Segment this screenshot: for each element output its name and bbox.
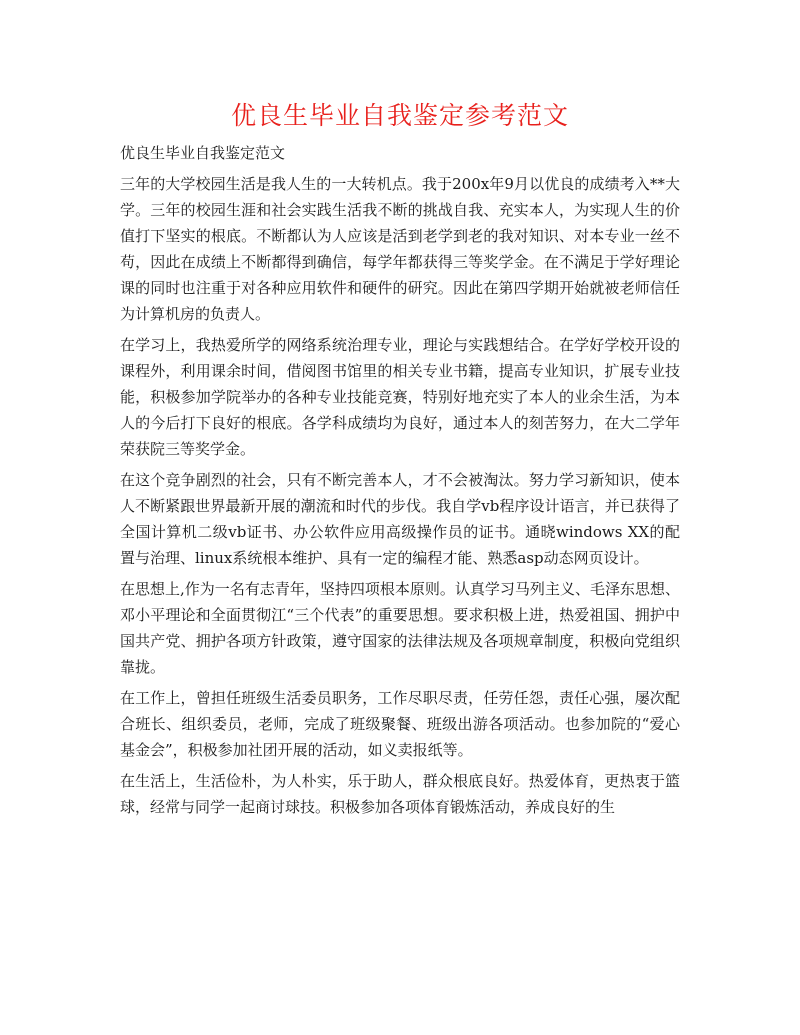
- document-title: 优良生毕业自我鉴定参考范文: [230, 101, 569, 130]
- document-body: [120, 140, 680, 825]
- paragraph-life: 在生活上，生活俭朴，为人朴实，乐于助人，群众根底良好。热爱体育，更热衷于篮球，经常与同学一起商讨球技。积极参加各项体育锻炼活动，养成良好的生: [120, 772, 680, 816]
- document-subtitle: 优良生毕业自我鉴定范文: [120, 144, 286, 162]
- paragraph-intro: 三年的大学校园生活是我人生的一大转机点。我于200x年9月以优良的成绩考入**大学。三年的校园生涯和社会实践生活我不断的挑战自我、充实本人，为实现人生的价值打下坚实的根底。不断都认为人应该是活到老学到老的我对知识、对本专业一丝不苟，因此在成绩上不断都得到确信，每学年都获得三等奖学金。在不满足于学好理论课的同时也注重于对各种应用软件和硬件的研究。因此在第四学期开始就被老师信任为计算机房的负责人。: [120, 175, 680, 323]
- paragraph-thought: 在思想上,作为一名有志青年，坚持四项根本原则。认真学习马列主义、毛泽东思想、邓小平理论和全面贯彻江“三个代表”的重要思想。要求积极上进，热爱祖国、拥护中国共产党、拥护各项方针政策，遵守国家的法律法规及各项规章制度，积极向党组织靠拢。: [120, 580, 680, 676]
- paragraph-study: 在学习上，我热爱所学的网络系统治理专业，理论与实践想结合。在学好学校开设的课程外，利用课余时间，借阅图书馆里的相关专业书籍，提高专业知识，扩展专业技能，积极参加学院举办的各种专业技能竞赛，特别好地充实了本人的业余生活，为本人的今后打下良好的根底。各学科成绩均为良好，通过本人的刻苦努力，在大二学年荣获院三等奖学金。: [120, 336, 680, 458]
- paragraph-work: 在工作上，曾担任班级生活委员职务，工作尽职尽责，任劳任怨，责任心强，屡次配合班长、组织委员，老师，完成了班级聚餐、班级出游各项活动。也参加院的“爱心基金会”，积极参加社团开展的活动，如义卖报纸等。: [120, 689, 680, 759]
- paragraph-skills: 在这个竞争剧烈的社会，只有不断完善本人，才不会被淘汰。努力学习新知识，使本人不断紧跟世界最新开展的潮流和时代的步伐。我自学vb程序设计语言，并已获得了全国计算机二级vb证书、办公软件应用高级操作员的证书。通晓windows XX的配置与治理、linux系统根本维护、具有一定的编程才能、熟悉asp动态网页设计。: [120, 471, 680, 567]
